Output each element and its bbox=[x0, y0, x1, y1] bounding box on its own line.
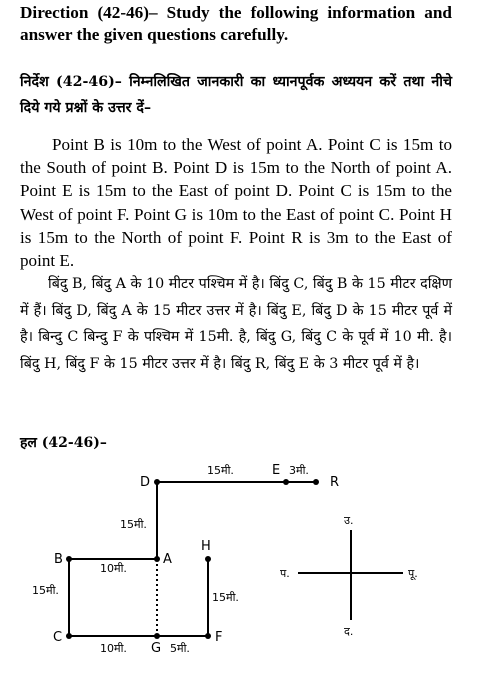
compass-west-label: प. bbox=[280, 567, 290, 580]
distance-d-e: 15मी. bbox=[207, 464, 234, 477]
distance-c-g: 10मी. bbox=[100, 642, 127, 655]
question-paragraph-english: Point B is 10m to the West of point A. Point C is 15m to the South of point B. Point D is 15m to the North of point A. Point E is 15m to the East of point D. Point C is 15m to the West of point F. Point G is 10m to the East of point C. Point H is 15m to the North of point F. Point R is 3m to the East of point E. bbox=[20, 135, 452, 271]
label-f: F bbox=[215, 630, 223, 645]
question-paragraph-hindi: बिंदु B, बिंदु A के 10 मीटर पश्चिम में है। बिंदु C, बिंदु B के 15 मीटर दक्षिण में हैं। बिंदु D, बिंदु A के 15 मीटर उत्तर में है। बिंदु E, बिंदु D के 15 मीटर पूर्व में है। बिन्दु C बिन्दु F के पश्चिम में 15मी. है, बिंदु G, बिंदु C के पूर्व में 10 मी. है। बिंदु H, बिंदु F के 15 मीटर उत्तर में है। बिंदु R, बिंदु E के 3 मीटर पूर्व में है। bbox=[20, 276, 452, 372]
solution-title: हल (42-46)– bbox=[20, 435, 107, 451]
distance-b-c: 15मी. bbox=[32, 584, 59, 597]
point-h-dot bbox=[205, 556, 211, 562]
point-c-dot bbox=[66, 633, 72, 639]
label-c: C bbox=[53, 630, 63, 645]
point-r-dot bbox=[313, 479, 319, 485]
label-b: B bbox=[54, 552, 63, 567]
distance-a-d: 15मी. bbox=[120, 518, 147, 531]
point-a-dot bbox=[154, 556, 160, 562]
label-a: A bbox=[163, 552, 172, 567]
distance-b-a: 10मी. bbox=[100, 562, 127, 575]
compass-east-label: पू. bbox=[408, 567, 418, 580]
direction-diagram bbox=[0, 450, 491, 697]
label-r: R bbox=[330, 475, 340, 490]
compass-north-label: उ. bbox=[344, 514, 354, 527]
point-g-dot bbox=[154, 633, 160, 639]
distance-g-f: 5मी. bbox=[170, 642, 190, 655]
point-e-dot bbox=[283, 479, 289, 485]
compass-south-label: द. bbox=[344, 625, 354, 638]
label-d: D bbox=[140, 475, 151, 490]
direction-english: Direction (42-46)– Study the following information and answer the given questions carefully. bbox=[20, 3, 452, 44]
direction-hindi: निर्देश (42-46)– निम्नलिखित जानकारी का ध्यानपूर्वक अध्ययन करें तथा नीचे दिये गये प्रश्नों के उत्तर दें– bbox=[20, 74, 452, 116]
point-b-dot bbox=[66, 556, 72, 562]
distance-e-r: 3मी. bbox=[289, 464, 309, 477]
point-d-dot bbox=[154, 479, 160, 485]
label-h: H bbox=[201, 539, 211, 554]
distance-f-h: 15मी. bbox=[212, 591, 239, 604]
point-f-dot bbox=[205, 633, 211, 639]
label-e: E bbox=[272, 463, 281, 478]
label-g: G bbox=[151, 641, 162, 656]
